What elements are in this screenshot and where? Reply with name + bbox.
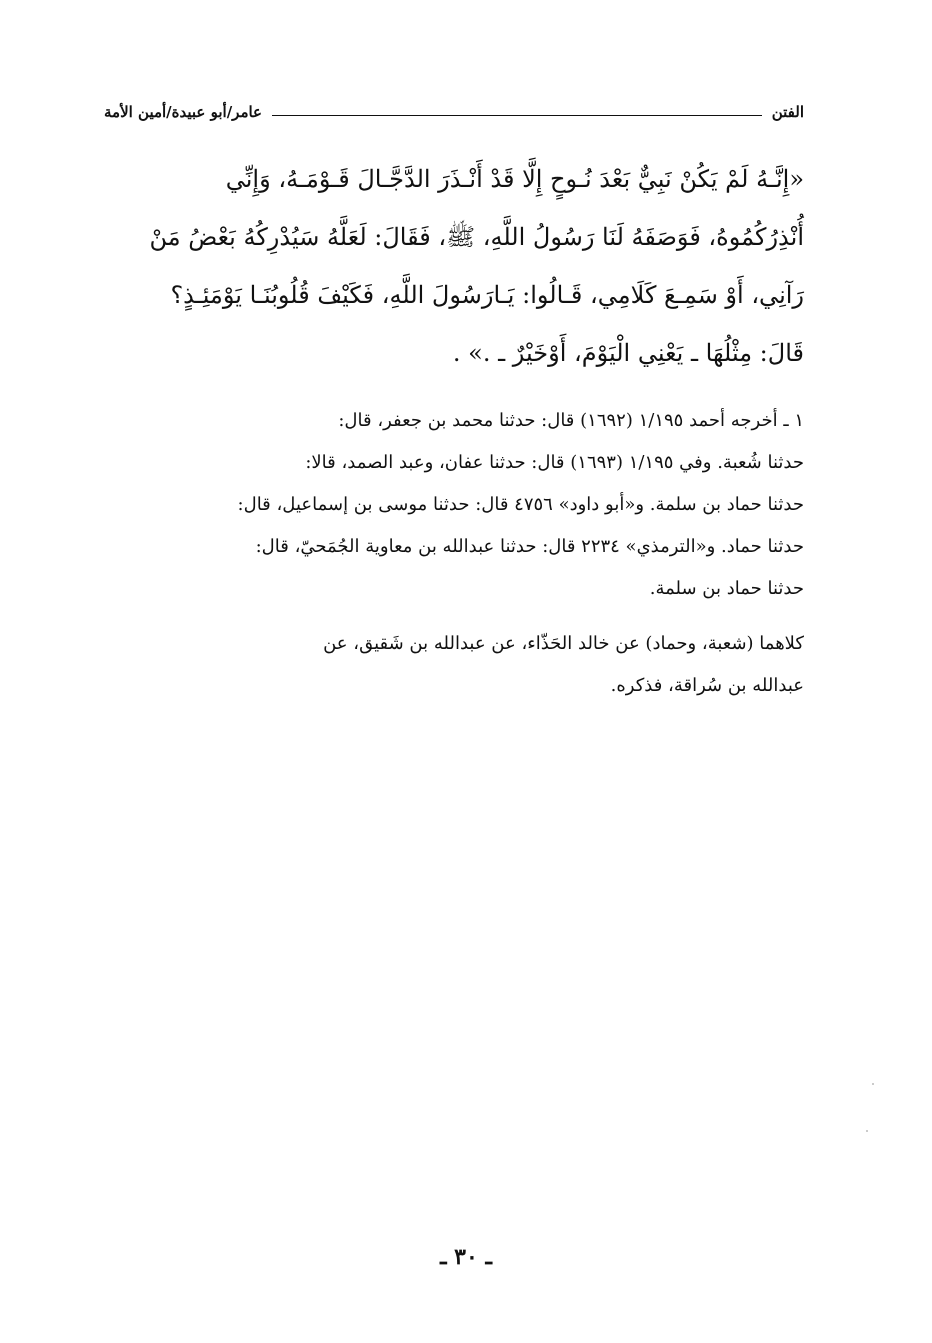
isnad-line: كلاهما (شعبة، وحماد) عن خالد الحَذّاء، عن عبدالله بن شَقيق، عن <box>323 633 804 654</box>
takhrij-line: حدثنا حماد. و«الترمذي» ٢٢٣٤ قال: حدثنا عبدالله بن معاوية الجُمَحيّ، قال: <box>255 536 804 557</box>
hadith-line: رَآنِي، أَوْ سَمِـعَ كَلَامِي، قَـالُوا: يَـارَسُولَ اللَّهِ، فَكَيْفَ قُلُوبُنَـا يَوْمَئِـذٍ؟ <box>170 281 804 309</box>
isnad-line: عبدالله بن سُراقة، فذكره. <box>610 675 804 696</box>
takhrij-line: حدثنا حماد بن سلمة. <box>649 578 804 599</box>
isnad-summary <box>102 623 804 707</box>
scan-speck <box>866 1130 868 1132</box>
takhrij-footnote <box>102 400 804 610</box>
takhrij-line: ١ ـ أخرجه أحمد ١/١٩٥ (١٦٩٢) قال: حدثنا محمد بن جعفر، قال: <box>338 410 804 431</box>
book-title: الفتن <box>771 103 804 121</box>
takhrij-line: حدثنا شُعبة. وفي ١/١٩٥ (١٦٩٣) قال: حدثنا عفان، وعبد الصمد، قالا: <box>305 452 804 473</box>
section-title: عامر/أبو عبيدة/أمين الأمة <box>104 103 263 121</box>
hadith-line: أُنْذِرُكُمُوهُ، فَوَصَفَهُ لَنَا رَسُولُ اللَّهِ، ﷺ، فَقَالَ: لَعَلَّهُ سَيُدْرِكُهُ بَعْضُ مَنْ <box>149 223 804 251</box>
running-header <box>104 98 804 126</box>
hadith-text <box>102 150 804 382</box>
hadith-line: «إِنَّـهُ لَمْ يَكُنْ نَبِيٌّ بَعْدَ نُـوحٍ إِلَّا قَدْ أَنْـذَرَ الدَّجَّـالَ قَـوْمَـهُ، وَإِنِّي <box>225 165 804 193</box>
header-rule <box>272 115 762 116</box>
hadith-line: قَالَ: مِثْلُهَا ـ يَعْنِي الْيَوْمَ، أَوْخَيْرٌ ـ .» . <box>452 339 804 367</box>
takhrij-line: حدثنا حماد بن سلمة. و«أبو داود» ٤٧٥٦ قال: حدثنا موسى بن إسماعيل، قال: <box>237 494 804 515</box>
page-number: ـ ٣٠ ـ <box>440 1244 492 1270</box>
scan-speck <box>872 1083 874 1085</box>
